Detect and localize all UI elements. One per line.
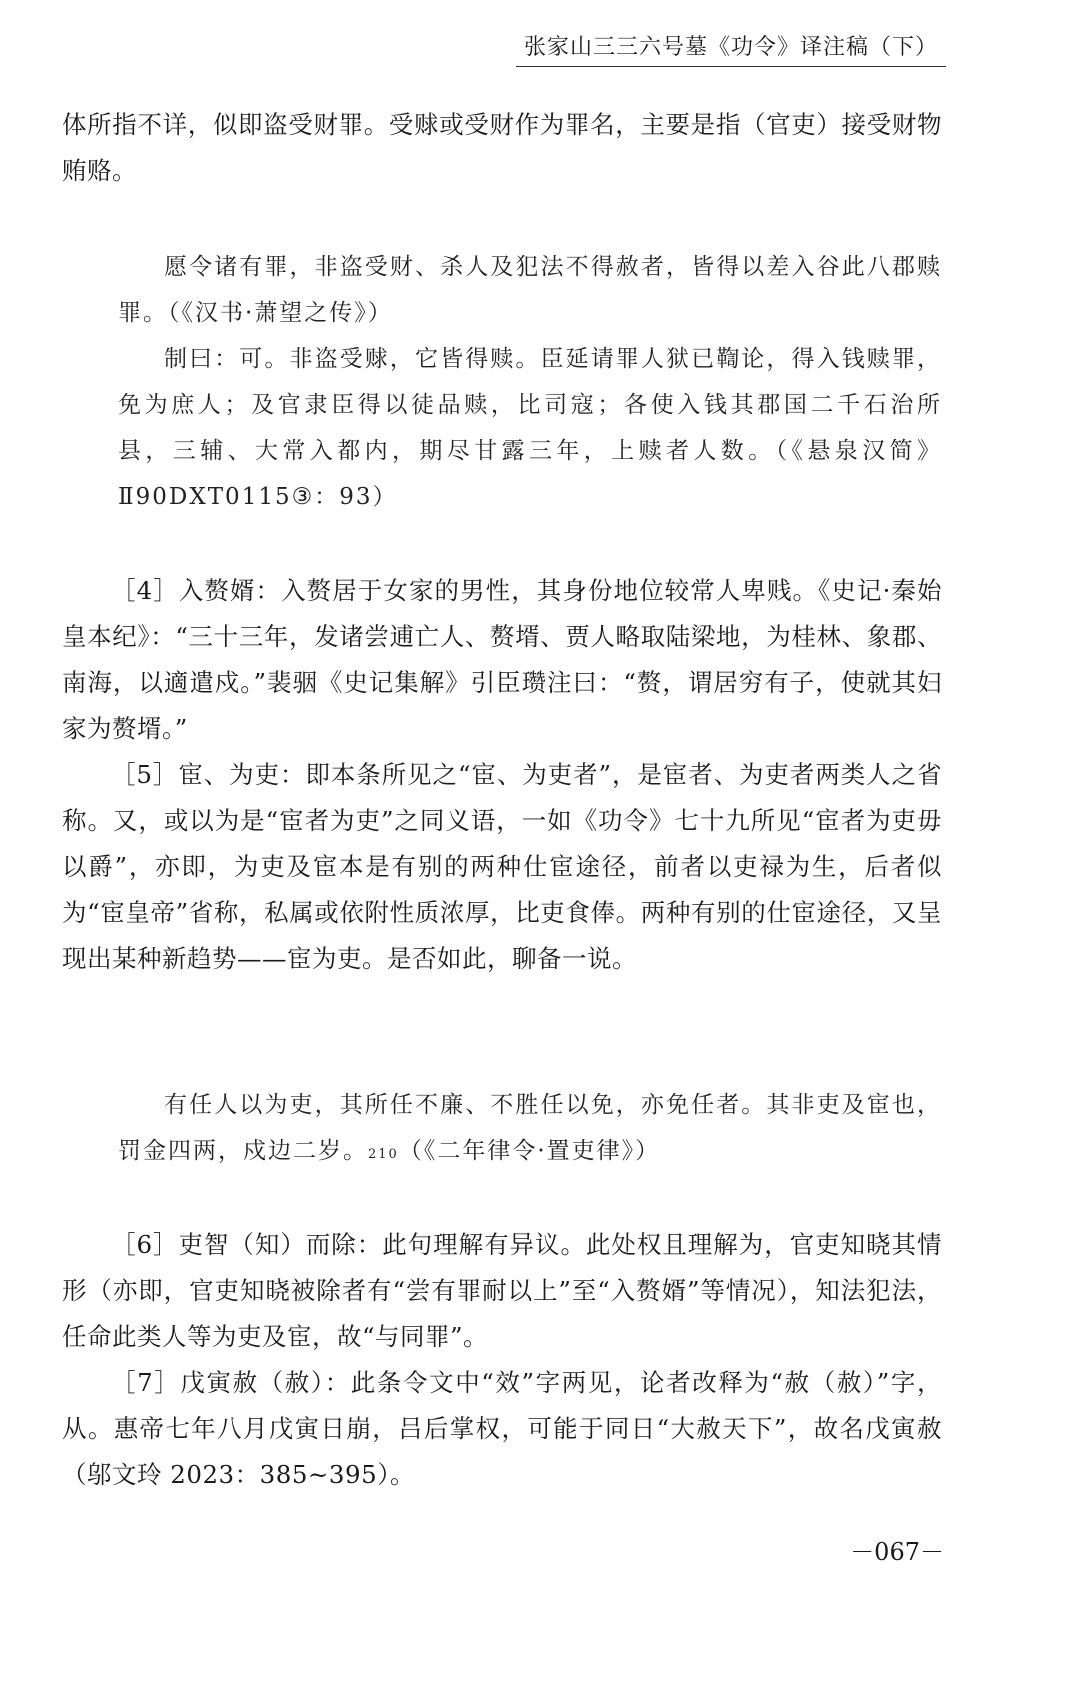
header-rule — [516, 66, 946, 67]
paragraph-continuation: 体所指不详，似即盗受财罪。受赇或受财作为罪名，主要是指（官吏）接受财物贿赂。 — [62, 110, 942, 185]
quote-hanshu: 愿令诸有罪，非盗受财、杀人及犯法不得赦者，皆得以差入谷此八郡赎罪。（《汉书·萧望之传》） — [118, 254, 942, 326]
slip-number: 210 — [368, 1147, 399, 1162]
running-header-title: 张家山三三六号墓《功令》译注稿（下） — [523, 35, 938, 60]
note-7: ［7］戊寅赦（赦）：此条令文中“效”字两见，论者改释为“赦（赦）”字，从。惠帝七年八月戊寅日崩，吕后掌权，可能于同日“大赦天下”，故名戊寅赦（邬文玲 2023：385~395）。 — [62, 1368, 942, 1489]
page-number: －067－ — [850, 1538, 944, 1566]
quote-zhili-lü — [118, 1082, 942, 1178]
quote-zhili-text: 有任人以为吏，其所任不廉、不胜任以免，亦免任者。其非吏及宦也，罚金四两，戍边二岁。 — [118, 1092, 942, 1164]
quote-zhili-source: （《二年律令·置吏律》） — [398, 1138, 661, 1164]
note-4: ［4］入赘婿：入赘居于女家的男性，其身份地位较常人卑贱。《史记·秦始皇本纪》：“三十三年，发诸尝逋亡人、赘壻、贾人略取陆梁地，为桂林、象郡、南海，以適遣戍。”裴骃《史记集解》引臣瓒注曰：“赘，谓居穷有子，使就其妇家为赘壻。” — [62, 576, 942, 743]
note-6: ［6］吏智（知）而除：此句理解有异议。此处权且理解为，官吏知晓其情形（亦即，官吏知晓被除者有“尝有罪耐以上”至“入赘婿”等情况），知法犯法，任命此类人等为吏及宦，故“与同罪”。 — [62, 1230, 942, 1351]
quote-xuanquan: 制曰：可。非盗受赇，它皆得赎。臣延请罪人狱已鞫论，得入钱赎罪，免为庶人；及官隶臣得以徒品赎，比司寇；各使入钱其郡国二千石治所县，三辅、大常入都内，期尽甘露三年，上赎者人数。（《悬泉汉简》Ⅱ90DXT0115③：93） — [118, 346, 942, 510]
note-5: ［5］宦、为吏：即本条所见之“宦、为吏者”，是宦者、为吏者两类人之省称。又，或以为是“宦者为吏”之同义语，一如《功令》七十九所见“宦者为吏毋以爵”，亦即，为吏及宦本是有别的两种仕宦途径，前者以吏禄为生，后者似为“宦皇帝”省称，私属或依附性质浓厚，比吏食俸。两种有别的仕宦途径，又呈现出某种新趋势——宦为吏。是否如此，聊备一说。 — [62, 760, 942, 973]
